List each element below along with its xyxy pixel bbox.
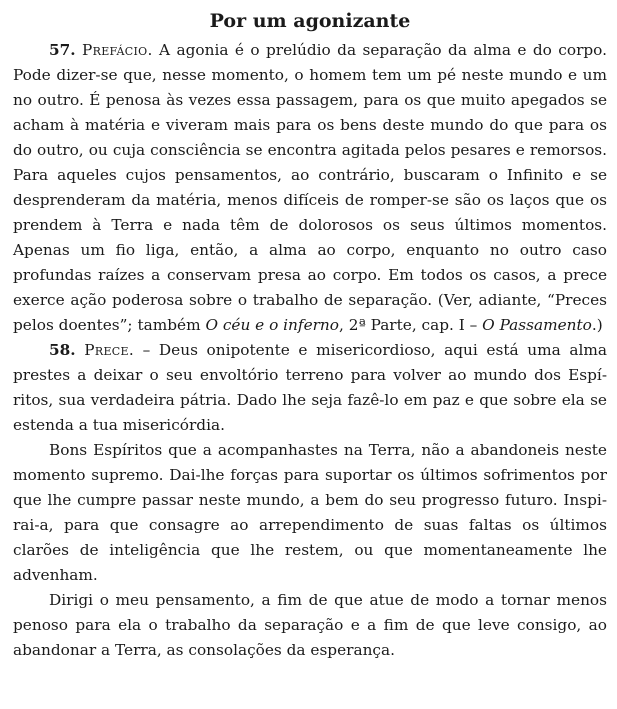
- book-title: O céu e o inferno: [205, 316, 339, 334]
- paragraph-text: , 2ª Parte, cap. I –: [339, 316, 483, 334]
- paragraph-text: A agonia é o prelúdio da separação da alma e do corpo. Pode dizer-se que, nesse momento, o homem tem um pé neste mundo e um no outro. É penosa às vezes essa passagem, para os que muito apegados se acham à matéria e viveram mais para os bens deste mundo do que para os do outro, ou cuja consciência se encontra agitada pelos pesares e remorsos. Para aqueles cujos pensamentos, ao contrário, buscaram o Infinito e se desprenderam da matéria, menos difíceis de romper-se são os laços que os prendem à Terra e nada têm de dolorosos os seus últimos momentos. Apenas um fio liga, então, a alma ao corpo, enquanto no outro caso profundas raízes a conservam presa ao corpo. Em todos os casos, a prece exerce ação poderosa sobre o trabalho de separação. (Ver, adiante, “Preces pelos doentes”; também: [13, 41, 607, 334]
- section-title: Por um agonizante: [209, 10, 411, 32]
- item-number: 58.: [49, 341, 76, 359]
- paragraph-text: – Deus onipotente e misericordioso, aqui está uma alma prestes a deixar o seu envoltório terreno para volver ao mundo dos Espíritos, sua verdadeira pátria. Dado lhe seja fazê-lo em paz e que sobre ela se estenda a tua misericórdia.: [13, 341, 607, 434]
- paragraph-dirigi: Dirigi o meu pensamento, a fim de que atue de modo a tornar menos penoso para ela o trabalho da separação e a fim de que leve consigo, ao abandonar a Terra, as consolações da esperança.: [13, 591, 607, 659]
- item-label: Prefácio.: [82, 41, 153, 59]
- chapter-title: O Passamento: [482, 316, 592, 334]
- item-number: 57.: [49, 41, 76, 59]
- document-page: [13, 6, 607, 663]
- paragraph-text: .): [591, 316, 603, 334]
- paragraph-58: [13, 338, 607, 438]
- paragraph-57: [13, 38, 607, 338]
- item-label: Prece.: [84, 341, 134, 359]
- paragraph-bons-espiritos: Bons Espíritos que a acompanhastes na Terra, não a abandoneis neste momento supremo. Dai-lhe forças para suportar os últimos sofrimentos por que lhe cumpre passar neste mundo, a bem do seu progresso futuro. Inspirai-a, para que consagre ao arrependimento de suas faltas os últimos clarões de inteligência que lhe restem, ou que momentaneamente lhe advenham.: [13, 441, 607, 584]
